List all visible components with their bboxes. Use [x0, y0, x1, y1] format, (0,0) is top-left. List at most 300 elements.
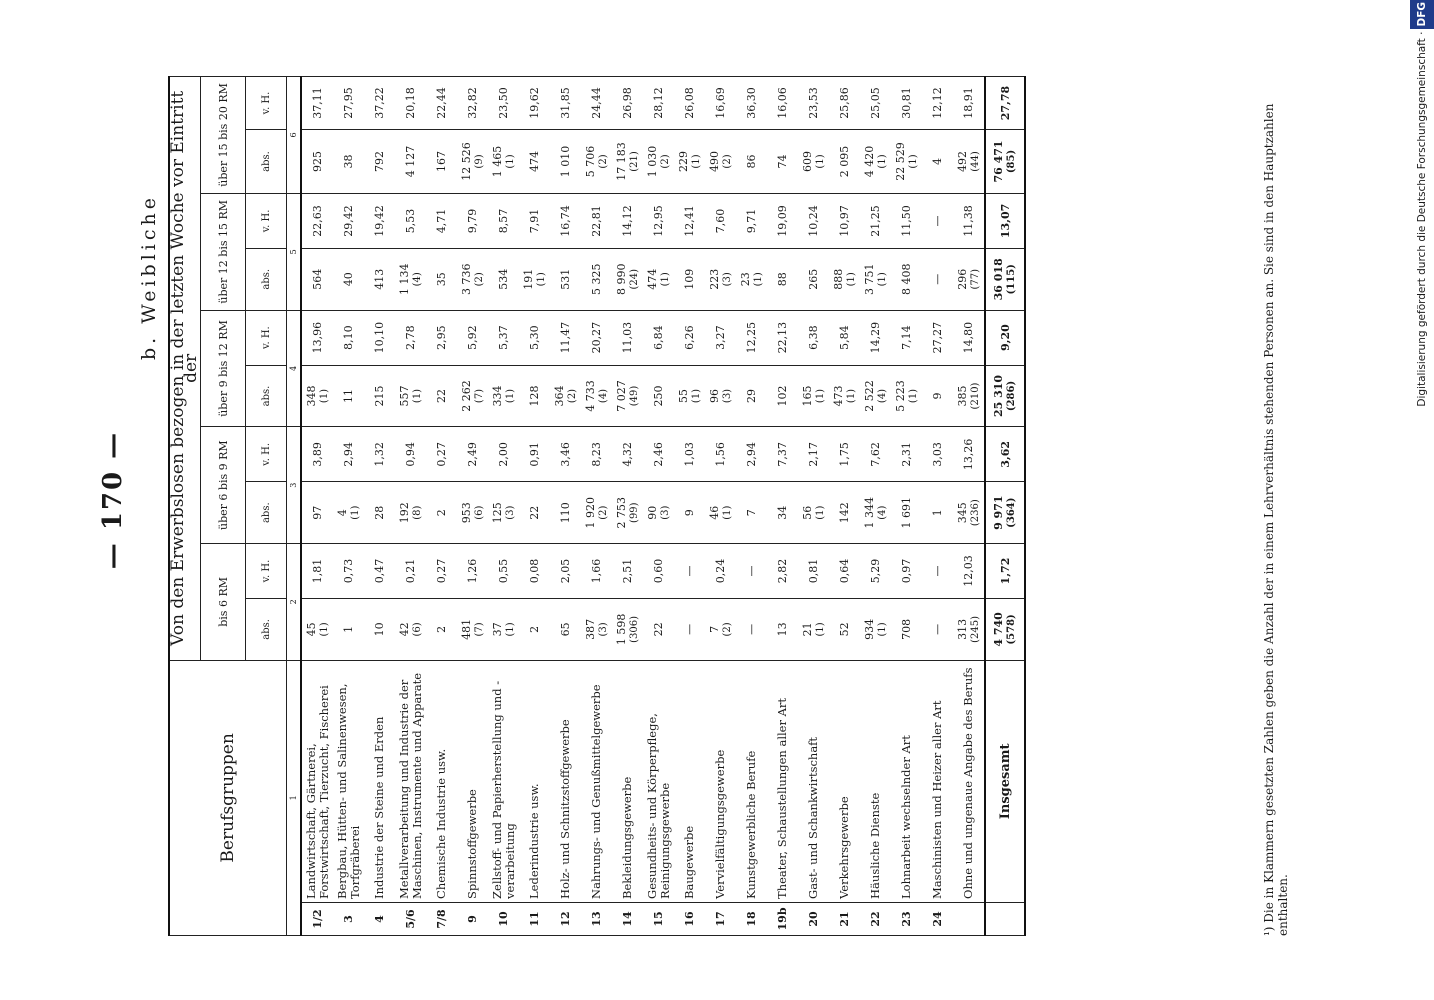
cell-absolute-value: 9 — [931, 392, 944, 400]
cell-percent: 12,12 — [922, 77, 953, 130]
cell-percent: 16,69 — [705, 77, 736, 130]
cell-percent: 3,27 — [705, 310, 736, 365]
cell-percent: 1,56 — [705, 427, 736, 482]
cell-percent: 2,78 — [395, 310, 426, 365]
cell-percent: 2,94 — [333, 427, 364, 482]
cell-apprentices-value: (4) — [411, 272, 423, 287]
cell-absolute — [550, 365, 581, 427]
cell-percent: 37,11 — [301, 77, 333, 130]
cell-absolute — [395, 130, 426, 194]
row-number: 10 — [488, 902, 519, 935]
cell-percent: — — [674, 544, 705, 599]
section-subtitle: b. Weibliche — [138, 194, 160, 360]
cell-percent: 31,85 — [550, 77, 581, 130]
cell-absolute-value: 165 — [800, 385, 814, 407]
cell-absolute-value: — — [745, 623, 758, 635]
row-number: 21 — [829, 902, 860, 935]
cell-apprentices-value: (6) — [411, 622, 423, 637]
column-number: 5 — [287, 193, 302, 310]
table-row — [705, 77, 736, 936]
cell-percent: 25,05 — [860, 77, 891, 130]
table-row — [891, 77, 922, 936]
cell-absolute-value: 215 — [373, 385, 386, 407]
cell-absolute — [612, 482, 643, 544]
cell-percent: 8,57 — [488, 193, 519, 248]
cell-absolute — [301, 130, 333, 194]
cell-apprentices-value: (3) — [504, 505, 516, 520]
cell-absolute-value: 385 — [955, 385, 969, 407]
cell-apprentices-value: (49) — [628, 385, 640, 407]
cell-apprentices-value: (115) — [1006, 264, 1017, 295]
table-row — [612, 77, 643, 936]
header-range: bis 6 RM — [201, 544, 246, 661]
cell-absolute-value: 2 262 — [459, 380, 473, 412]
table-row — [953, 77, 985, 936]
cell-percent: 12,03 — [953, 544, 985, 599]
header-super-title: Von den Erwerbslosen bezogen in der letzten Woche vor Eintritt der — [169, 77, 201, 661]
cell-absolute — [922, 482, 953, 544]
cell-absolute-value: 1 134 — [397, 263, 411, 296]
cell-absolute-value: 22 — [652, 622, 665, 637]
cell-absolute-value: 953 — [459, 502, 473, 524]
cell-absolute — [581, 248, 612, 310]
cell-absolute-value: 29 — [745, 388, 758, 403]
cell-percent: 0,55 — [488, 544, 519, 599]
row-label: Holz- und Schnitzstoffgewerbe — [550, 660, 581, 902]
table-body — [301, 77, 1025, 936]
row-label: Häusliche Dienste — [860, 660, 891, 902]
row-label: Ohne und ungenaue Angabe des Berufs — [953, 660, 985, 902]
cell-percent: 0,97 — [891, 544, 922, 599]
cell-absolute-value: 2 522 — [862, 380, 876, 412]
header-group-title: Berufsgruppen — [169, 660, 287, 935]
cell-apprentices-value: (1) — [318, 622, 330, 637]
cell-absolute-value: 265 — [807, 268, 820, 290]
cell-absolute-value: 38 — [342, 154, 355, 169]
cell-percent: 16,06 — [767, 77, 798, 130]
cell-absolute-value: 888 — [831, 268, 845, 290]
cell-absolute — [581, 599, 612, 661]
cell-absolute-value: 5 325 — [590, 263, 603, 296]
cell-absolute — [519, 482, 550, 544]
cell-percent: 5,30 — [519, 310, 550, 365]
cell-absolute-value: 296 — [955, 268, 969, 290]
cell-percent: 11,47 — [550, 310, 581, 365]
cell-absolute-value: 90 — [645, 505, 659, 520]
cell-absolute-value: 1 — [931, 509, 944, 517]
cell-absolute — [798, 130, 829, 194]
cell-absolute — [705, 599, 736, 661]
cell-apprentices-value: (85) — [1006, 149, 1017, 174]
cell-apprentices-value: (1) — [318, 388, 330, 404]
cell-absolute — [550, 482, 581, 544]
cell-percent: 2,95 — [426, 310, 457, 365]
cell-absolute — [829, 130, 860, 194]
cell-absolute — [705, 248, 736, 310]
row-number: 20 — [798, 902, 829, 935]
cell-absolute — [426, 248, 457, 310]
cell-percent: 27,95 — [333, 77, 364, 130]
cell-percent: 9,71 — [736, 193, 767, 248]
cell-percent: 11,38 — [953, 193, 985, 248]
cell-absolute — [953, 130, 985, 194]
cell-percent: 6,84 — [643, 310, 674, 365]
column-number: 6 — [287, 77, 302, 194]
cell-percent: 22,13 — [767, 310, 798, 365]
row-number: 7/8 — [426, 902, 457, 935]
cell-absolute — [891, 599, 922, 661]
cell-absolute — [426, 599, 457, 661]
cell-apprentices-value: (24) — [628, 269, 640, 290]
cell-absolute-value: 473 — [831, 385, 845, 407]
cell-absolute-value: 4 — [931, 157, 944, 165]
cell-absolute-value: 102 — [776, 385, 789, 407]
row-number: 16 — [674, 902, 705, 935]
cell-absolute-value: 3 751 — [862, 263, 876, 296]
cell-percent: 0,21 — [395, 544, 426, 599]
cell-percent: 0,27 — [426, 544, 457, 599]
table-row — [922, 77, 953, 936]
cell-apprentices-value: (1) — [814, 388, 826, 404]
row-label: Vervielfältigungsgewerbe — [705, 660, 736, 902]
cell-absolute — [364, 365, 395, 427]
cell-percent: 24,44 — [581, 77, 612, 130]
cell-percent: 2,51 — [612, 544, 643, 599]
cell-absolute-value: 564 — [311, 268, 324, 290]
cell-percent: 0,27 — [426, 427, 457, 482]
row-label: Kunstgewerbliche Berufe — [736, 660, 767, 902]
cell-absolute-value: 925 — [311, 150, 324, 172]
column-number: 4 — [287, 310, 302, 427]
cell-absolute — [457, 482, 488, 544]
cell-absolute — [550, 248, 581, 310]
cell-apprentices-value: (245) — [969, 615, 981, 643]
cell-absolute-value: 334 — [490, 385, 504, 407]
cell-absolute-value: 792 — [373, 150, 386, 172]
cell-absolute-value: 5 223 — [893, 380, 907, 412]
cell-absolute — [457, 599, 488, 661]
cell-absolute-value: — — [683, 623, 696, 635]
cell-apprentices-value: (1) — [721, 505, 733, 520]
cell-absolute — [488, 248, 519, 310]
cell-percent: 1,75 — [829, 427, 860, 482]
column-number: 1 — [287, 660, 302, 935]
cell-absolute-value: 1 344 — [862, 496, 876, 529]
cell-absolute-value: 37 — [490, 622, 504, 637]
row-number: 18 — [736, 902, 767, 935]
header-range: über 12 bis 15 RM — [201, 193, 246, 310]
cell-absolute — [922, 248, 953, 310]
cell-absolute-value: 2 — [435, 625, 448, 633]
cell-absolute-value: 34 — [776, 505, 789, 520]
cell-absolute-value: 1 010 — [559, 145, 572, 178]
cell-absolute-value: 2 095 — [838, 145, 851, 178]
cell-apprentices-value: (236) — [969, 499, 981, 527]
header-pct: v. H. — [246, 310, 287, 365]
cell-absolute — [985, 130, 1025, 194]
cell-absolute-value: 12 526 — [459, 142, 473, 181]
cell-absolute-value: 413 — [373, 268, 386, 290]
cell-absolute — [395, 365, 426, 427]
cell-absolute — [674, 599, 705, 661]
cell-percent: 14,29 — [860, 310, 891, 365]
table-row — [643, 77, 674, 936]
cell-apprentices-value: (7) — [473, 622, 485, 637]
cell-apprentices-value: (364) — [1006, 497, 1017, 528]
cell-apprentices-value: (2) — [473, 272, 485, 287]
header-pct: v. H. — [246, 427, 287, 482]
row-label: Lohnarbeit wechselnder Art — [891, 660, 922, 902]
cell-absolute — [426, 482, 457, 544]
table-row — [736, 77, 767, 936]
cell-absolute-value: 76 471 — [992, 140, 1005, 183]
cell-absolute-value: 313 — [955, 618, 969, 640]
cell-absolute — [798, 248, 829, 310]
cell-apprentices-value: (1) — [504, 154, 516, 169]
cell-apprentices-value: (2) — [721, 622, 733, 637]
cell-absolute-value: 4 733 — [583, 380, 597, 412]
cell-percent: 36,30 — [736, 77, 767, 130]
table-row — [426, 77, 457, 936]
cell-absolute — [333, 365, 364, 427]
table-row — [333, 77, 364, 936]
cell-apprentices-value: (1) — [349, 505, 361, 520]
cell-apprentices-value: (1) — [876, 622, 888, 637]
cell-absolute-value: 88 — [776, 272, 789, 287]
cell-absolute — [736, 599, 767, 661]
row-label: Insgesamt — [985, 660, 1025, 902]
cell-absolute — [736, 482, 767, 544]
cell-percent: 37,22 — [364, 77, 395, 130]
cell-absolute-value: 250 — [652, 385, 665, 407]
cell-apprentices-value: (21) — [628, 151, 640, 172]
cell-absolute — [488, 130, 519, 194]
cell-absolute-value: 4 — [335, 509, 349, 517]
row-number: 9 — [457, 902, 488, 935]
cell-absolute — [457, 130, 488, 194]
cell-percent: 23,53 — [798, 77, 829, 130]
cell-absolute-value: 490 — [707, 150, 721, 172]
row-number: 11 — [519, 902, 550, 935]
cell-percent: 7,37 — [767, 427, 798, 482]
total-row — [985, 77, 1025, 936]
cell-percent: 19,09 — [767, 193, 798, 248]
cell-absolute — [674, 130, 705, 194]
cell-absolute-value: 1 920 — [583, 496, 597, 529]
cell-apprentices-value: (1) — [535, 272, 547, 287]
table-row — [395, 77, 426, 936]
cell-percent: 8,10 — [333, 310, 364, 365]
table-row — [301, 77, 333, 936]
row-number: 13 — [581, 902, 612, 935]
cell-percent: 2,00 — [488, 427, 519, 482]
cell-percent: 7,60 — [705, 193, 736, 248]
cell-percent: 2,49 — [457, 427, 488, 482]
cell-absolute — [953, 599, 985, 661]
cell-absolute-value: 8 408 — [900, 263, 913, 296]
cell-apprentices-value: (1) — [504, 622, 516, 637]
cell-apprentices-value: (8) — [411, 505, 423, 520]
cell-percent: 0,08 — [519, 544, 550, 599]
cell-absolute-value: 364 — [552, 385, 566, 407]
cell-absolute-value: 474 — [528, 150, 541, 172]
cell-absolute — [891, 365, 922, 427]
cell-percent: 16,74 — [550, 193, 581, 248]
cell-absolute — [488, 599, 519, 661]
row-label: Landwirtschaft, Gärtnerei, Forstwirtschaft, Tierzucht, Fischerei — [301, 660, 333, 902]
cell-absolute-value: 109 — [683, 268, 696, 290]
cell-absolute — [643, 248, 674, 310]
row-number: 14 — [612, 902, 643, 935]
cell-percent: 22,81 — [581, 193, 612, 248]
cell-absolute-value: 110 — [559, 502, 572, 524]
cell-percent: 5,37 — [488, 310, 519, 365]
cell-percent: 27,27 — [922, 310, 953, 365]
cell-apprentices-value: (1) — [907, 388, 919, 404]
cell-absolute — [643, 482, 674, 544]
cell-absolute — [581, 482, 612, 544]
cell-percent: 1,32 — [364, 427, 395, 482]
cell-absolute-value: 1 598 — [614, 613, 628, 646]
cell-absolute — [860, 248, 891, 310]
cell-absolute — [767, 599, 798, 661]
cell-apprentices-value: (4) — [876, 388, 888, 404]
header-abs: abs. — [246, 599, 287, 661]
cell-apprentices-value: (210) — [969, 382, 981, 410]
cell-percent: 20,18 — [395, 77, 426, 130]
cell-apprentices-value: (7) — [473, 388, 485, 404]
cell-percent: 18,91 — [953, 77, 985, 130]
cell-absolute — [767, 130, 798, 194]
cell-absolute-value: 1 465 — [490, 145, 504, 178]
cell-absolute-value: 25 310 — [992, 374, 1005, 418]
cell-absolute-value: 534 — [497, 268, 510, 290]
cell-absolute-value: 223 — [707, 268, 721, 290]
cell-apprentices-value: (1) — [659, 272, 671, 287]
cell-apprentices-value: (99) — [628, 502, 640, 523]
cell-percent: 26,98 — [612, 77, 643, 130]
cell-absolute — [643, 365, 674, 427]
row-number: 19b — [767, 902, 798, 935]
cell-percent: 1,03 — [674, 427, 705, 482]
cell-absolute — [953, 365, 985, 427]
cell-absolute — [985, 599, 1025, 661]
cell-percent: 3,62 — [985, 427, 1025, 482]
cell-percent: 10,97 — [829, 193, 860, 248]
cell-absolute — [674, 365, 705, 427]
cell-percent: 7,91 — [519, 193, 550, 248]
cell-absolute — [953, 248, 985, 310]
cell-absolute — [333, 482, 364, 544]
cell-absolute — [581, 130, 612, 194]
cell-absolute — [395, 248, 426, 310]
cell-percent: 3,03 — [922, 427, 953, 482]
cell-absolute-value: 11 — [342, 388, 355, 403]
header-abs: abs. — [246, 482, 287, 544]
row-label: Gast- und Schankwirtschaft — [798, 660, 829, 902]
cell-absolute — [643, 599, 674, 661]
cell-apprentices-value: (3) — [597, 622, 609, 637]
cell-absolute-value: 97 — [311, 505, 324, 520]
header-pct: v. H. — [246, 544, 287, 599]
table-row — [364, 77, 395, 936]
cell-absolute-value: 4 740 — [992, 612, 1005, 647]
cell-absolute-value: 1 691 — [900, 496, 913, 529]
cell-absolute — [767, 482, 798, 544]
cell-absolute-value: 5 706 — [583, 145, 597, 178]
cell-percent: — — [922, 544, 953, 599]
cell-absolute-value: 10 — [373, 622, 386, 637]
header-abs: abs. — [246, 130, 287, 194]
cell-apprentices-value: (1) — [411, 388, 423, 404]
cell-apprentices-value: (1) — [876, 154, 888, 169]
cell-absolute — [705, 130, 736, 194]
cell-percent: 7,14 — [891, 310, 922, 365]
cell-apprentices-value: (4) — [876, 505, 888, 520]
row-number: 4 — [364, 902, 395, 935]
cell-absolute — [674, 248, 705, 310]
cell-percent: 1,26 — [457, 544, 488, 599]
cell-absolute — [301, 248, 333, 310]
cell-percent: 2,94 — [736, 427, 767, 482]
cell-absolute — [798, 482, 829, 544]
cell-percent: 6,26 — [674, 310, 705, 365]
cell-absolute — [612, 130, 643, 194]
cell-apprentices-value: (1) — [814, 622, 826, 637]
cell-apprentices-value: (1) — [845, 272, 857, 287]
cell-apprentices-value: (3) — [721, 388, 733, 404]
cell-percent: 2,46 — [643, 427, 674, 482]
header-range: über 15 bis 20 RM — [201, 77, 246, 194]
cell-absolute-value: 52 — [838, 622, 851, 637]
cell-absolute — [798, 365, 829, 427]
cell-absolute — [829, 482, 860, 544]
cell-absolute — [736, 365, 767, 427]
cell-apprentices-value: (2) — [566, 388, 578, 404]
cell-absolute-value: 3 736 — [459, 263, 473, 296]
row-number: 12 — [550, 902, 581, 935]
cell-absolute-value: — — [931, 623, 944, 635]
cell-absolute-value: 2 — [435, 509, 448, 517]
cell-percent: 11,50 — [891, 193, 922, 248]
cell-apprentices-value: (1) — [907, 154, 919, 169]
cell-absolute — [985, 482, 1025, 544]
row-number: 3 — [333, 902, 364, 935]
cell-absolute-value: 4 420 — [862, 145, 876, 178]
cell-percent: 13,96 — [301, 310, 333, 365]
cell-absolute-value: 42 — [397, 622, 411, 637]
cell-apprentices-value: (1) — [752, 272, 764, 287]
cell-absolute-value: 22 — [528, 505, 541, 520]
cell-absolute-value: 28 — [373, 505, 386, 520]
cell-apprentices-value: (1) — [876, 272, 888, 287]
row-label: Spinnstoffgewerbe — [457, 660, 488, 902]
cell-apprentices-value: (3) — [659, 505, 671, 520]
cell-percent: 9,20 — [985, 310, 1025, 365]
cell-absolute — [364, 248, 395, 310]
header-range: über 9 bis 12 RM — [201, 310, 246, 427]
cell-absolute-value: 348 — [304, 385, 318, 407]
table-row — [829, 77, 860, 936]
row-number: 1/2 — [301, 902, 333, 935]
cell-apprentices-value: (578) — [1006, 614, 1017, 645]
cell-percent: 13,07 — [985, 193, 1025, 248]
cell-percent: 0,81 — [798, 544, 829, 599]
statistics-table — [168, 76, 1026, 936]
cell-percent: 0,24 — [705, 544, 736, 599]
cell-percent: 10,24 — [798, 193, 829, 248]
cell-percent: 2,82 — [767, 544, 798, 599]
